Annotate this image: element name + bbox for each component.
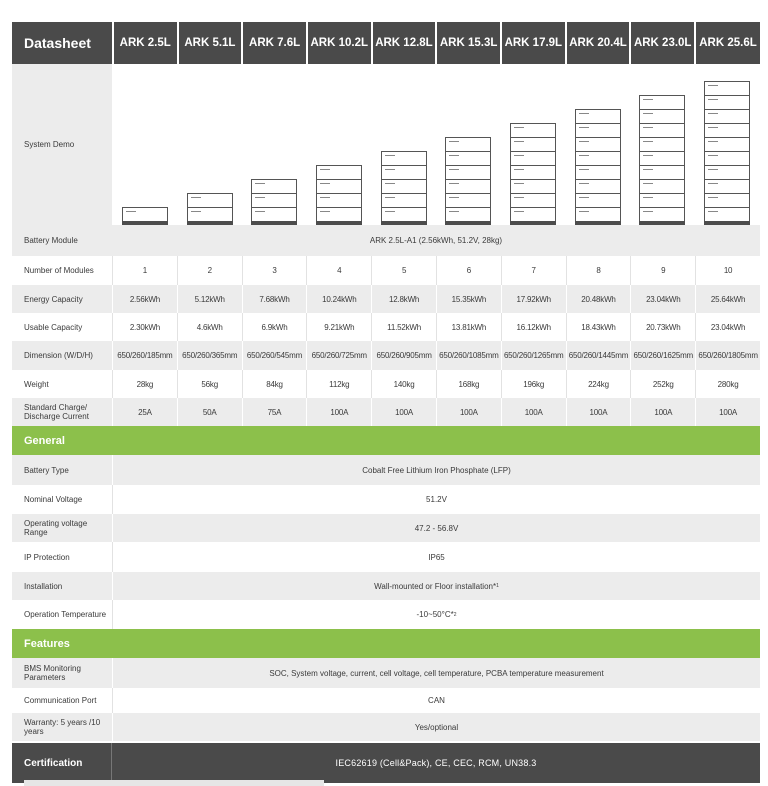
battery-module-block xyxy=(575,137,621,151)
spec-cell: 23.04kWh xyxy=(630,285,695,313)
battery-module-block xyxy=(704,193,750,207)
battery-module-block xyxy=(639,95,685,109)
spec-cell: 100A xyxy=(695,398,760,426)
spec-label: Weight xyxy=(24,379,49,389)
general-label: Nominal Voltage xyxy=(24,495,83,504)
general-value xyxy=(112,485,760,514)
battery-module-block xyxy=(639,193,685,207)
features-value xyxy=(112,658,760,688)
general-row xyxy=(12,514,760,542)
battery-module-block xyxy=(510,123,556,137)
spec-cell: 4.6kWh xyxy=(177,313,242,341)
spec-cell: 17.92kWh xyxy=(501,285,566,313)
spec-cell: 112kg xyxy=(306,370,371,398)
battery-module-block xyxy=(251,207,297,221)
spec-cell: 25.64kWh xyxy=(695,285,760,313)
spec-cell: 5.12kWh xyxy=(177,285,242,313)
certification-value: IEC62619 (Cell&Pack), CE, CEC, RCM, UN38.3 xyxy=(335,758,537,768)
spec-cell: 18.43kWh xyxy=(566,313,631,341)
system-demo-row xyxy=(12,64,760,225)
battery-module-block xyxy=(575,193,621,207)
spec-cell: 650/260/1625mm xyxy=(630,341,695,370)
certification-label: Certification xyxy=(12,743,112,783)
battery-module-block xyxy=(510,151,556,165)
battery-module-block xyxy=(445,137,491,151)
system-demo-illustrations xyxy=(112,64,760,225)
battery-module-block xyxy=(639,137,685,151)
model-header: ARK 23.0L xyxy=(631,22,694,64)
spec-cell: 50A xyxy=(177,398,242,426)
battery-module-block xyxy=(381,179,427,193)
battery-stack-illustration xyxy=(695,64,760,225)
spec-cell: 100A xyxy=(436,398,501,426)
spec-label: Dimension (W/D/H) xyxy=(24,351,93,360)
footnote-strip xyxy=(24,780,324,786)
battery-stack-illustration xyxy=(307,64,372,225)
general-value xyxy=(112,455,760,485)
battery-module-block xyxy=(316,193,362,207)
spec-row xyxy=(12,313,760,341)
general-row xyxy=(12,542,760,572)
features-value-text: CAN xyxy=(428,696,445,705)
spec-cell: 650/260/905mm xyxy=(371,341,436,370)
spec-row xyxy=(12,285,760,313)
general-value xyxy=(112,542,760,572)
battery-module-block xyxy=(704,137,750,151)
features-value xyxy=(112,713,760,741)
spec-label: Usable Capacity xyxy=(24,322,83,332)
features-value-text: SOC, System voltage, current, cell voltage, cell temperature, PCBA temperature measurement xyxy=(269,668,604,678)
spec-cell: 4 xyxy=(306,256,371,285)
spec-cell: 224kg xyxy=(566,370,631,398)
battery-module-block xyxy=(381,165,427,179)
battery-module-block xyxy=(639,165,685,179)
general-value xyxy=(112,600,760,629)
spec-cell: 650/260/1085mm xyxy=(436,341,501,370)
model-header: ARK 12.8L xyxy=(373,22,436,64)
spec-cell: 15.35kWh xyxy=(436,285,501,313)
spec-cell: 5 xyxy=(371,256,436,285)
spec-cell: 650/260/725mm xyxy=(306,341,371,370)
battery-module-block xyxy=(381,207,427,221)
battery-module-label: Battery Module xyxy=(24,236,78,245)
table-header xyxy=(12,22,760,64)
model-header: ARK 25.6L xyxy=(696,22,760,64)
spec-label: Number of Modules xyxy=(24,266,94,275)
spec-cell: 8 xyxy=(566,256,631,285)
spec-cell: 168kg xyxy=(436,370,501,398)
battery-module-block xyxy=(575,109,621,123)
battery-module-block xyxy=(122,207,168,221)
certification-row xyxy=(12,743,760,783)
footnote-marker: 2 xyxy=(453,611,457,618)
spec-cell: 100A xyxy=(501,398,566,426)
spec-cell: 23.04kWh xyxy=(695,313,760,341)
model-header: ARK 17.9L xyxy=(502,22,565,64)
battery-module-block xyxy=(704,207,750,221)
spec-cell: 7 xyxy=(501,256,566,285)
battery-module-block xyxy=(639,207,685,221)
general-value-text: IP65 xyxy=(428,552,445,562)
model-header: ARK 20.4L xyxy=(567,22,630,64)
general-row xyxy=(12,485,760,514)
battery-module-block xyxy=(316,207,362,221)
model-header: ARK 10.2L xyxy=(308,22,371,64)
general-value-text: -10~50°C* xyxy=(416,610,454,619)
spec-cell: 9.21kWh xyxy=(306,313,371,341)
battery-module-block xyxy=(445,151,491,165)
spec-cell: 280kg xyxy=(695,370,760,398)
general-section-title: General xyxy=(12,426,760,455)
spec-cell: 650/260/365mm xyxy=(177,341,242,370)
battery-module-block xyxy=(639,109,685,123)
features-rows xyxy=(12,658,760,741)
battery-module-block xyxy=(704,109,750,123)
battery-module-block xyxy=(251,193,297,207)
battery-module-block xyxy=(381,193,427,207)
datasheet-title: Datasheet xyxy=(12,22,112,64)
spec-cell: 12.8kWh xyxy=(371,285,436,313)
battery-module-block xyxy=(575,123,621,137)
battery-module-block xyxy=(510,207,556,221)
spec-cell: 2.56kWh xyxy=(112,285,177,313)
battery-module-block xyxy=(704,165,750,179)
battery-module-block xyxy=(445,165,491,179)
footnote-marker: 1 xyxy=(496,583,499,589)
spec-cell: 2 xyxy=(177,256,242,285)
battery-module-block xyxy=(510,165,556,179)
battery-module-block xyxy=(575,165,621,179)
battery-module-block xyxy=(704,95,750,109)
battery-stack-illustration xyxy=(113,64,178,225)
battery-stack-illustration xyxy=(242,64,307,225)
battery-module-block xyxy=(445,193,491,207)
battery-module-block xyxy=(187,207,233,221)
battery-module-value: ARK 2.5L-A1 (2.56kWh, 51.2V, 28kg) xyxy=(112,225,760,256)
spec-row xyxy=(12,398,760,426)
battery-module-block xyxy=(639,179,685,193)
general-value-text: 47.2 - 56.8V xyxy=(414,523,459,533)
spec-cell: 650/260/1445mm xyxy=(566,341,631,370)
general-value-text: Wall-mounted or Floor installation* xyxy=(374,581,497,591)
features-value xyxy=(112,688,760,713)
spec-cell: 10 xyxy=(695,256,760,285)
spec-cell: 25A xyxy=(112,398,177,426)
spec-cell: 6 xyxy=(436,256,501,285)
spec-cell: 6.9kWh xyxy=(242,313,307,341)
battery-module-block xyxy=(445,207,491,221)
spec-cell: 28kg xyxy=(112,370,177,398)
battery-module-block xyxy=(251,179,297,193)
battery-stack-illustration xyxy=(437,64,502,225)
spec-row xyxy=(12,256,760,285)
battery-module-block xyxy=(704,123,750,137)
features-label: Warranty: 5 years /10 years xyxy=(24,718,101,736)
model-header: ARK 7.6L xyxy=(243,22,306,64)
battery-stack-illustration xyxy=(178,64,243,225)
general-value-text: Cobalt Free Lithium Iron Phosphate (LFP) xyxy=(362,465,511,475)
spec-cell: 100A xyxy=(566,398,631,426)
spec-cell: 100A xyxy=(630,398,695,426)
battery-module-block xyxy=(316,179,362,193)
battery-module-block xyxy=(639,123,685,137)
battery-module-block xyxy=(575,151,621,165)
spec-label: Standard Charge/ Discharge Current xyxy=(24,403,89,421)
spec-cell: 196kg xyxy=(501,370,566,398)
spec-cell: 140kg xyxy=(371,370,436,398)
spec-row xyxy=(12,341,760,370)
battery-module-block xyxy=(316,165,362,179)
battery-module-block xyxy=(639,151,685,165)
spec-cell: 100A xyxy=(371,398,436,426)
general-value-text: 51.2V xyxy=(426,495,447,504)
battery-stack-illustration xyxy=(631,64,696,225)
general-label: Battery Type xyxy=(24,465,69,475)
features-label: Communication Port xyxy=(24,696,97,705)
battery-module-block xyxy=(704,151,750,165)
battery-stack-illustration xyxy=(501,64,566,225)
system-demo-label: System Demo xyxy=(24,140,75,149)
features-section-title: Features xyxy=(12,629,760,658)
spec-cell: 75A xyxy=(242,398,307,426)
spec-cell: 3 xyxy=(242,256,307,285)
datasheet-table xyxy=(12,22,760,783)
spec-label: Energy Capacity xyxy=(24,294,83,304)
battery-module-block xyxy=(381,151,427,165)
battery-module-row xyxy=(12,225,760,256)
spec-cell: 100A xyxy=(306,398,371,426)
spec-cell: 20.73kWh xyxy=(630,313,695,341)
spec-cell: 650/260/1265mm xyxy=(501,341,566,370)
battery-module-block xyxy=(704,81,750,95)
general-label: Installation xyxy=(24,581,63,591)
general-label: IP Protection xyxy=(24,552,70,562)
battery-module-block xyxy=(704,179,750,193)
spec-cell: 20.48kWh xyxy=(566,285,631,313)
general-value xyxy=(112,572,760,600)
features-value-text: Yes/optional xyxy=(414,722,459,732)
spec-cell: 56kg xyxy=(177,370,242,398)
model-header: ARK 2.5L xyxy=(114,22,177,64)
features-row xyxy=(12,658,760,688)
general-row xyxy=(12,572,760,600)
battery-stack-illustration xyxy=(372,64,437,225)
general-value xyxy=(112,514,760,542)
spec-cell: 252kg xyxy=(630,370,695,398)
battery-module-block xyxy=(510,137,556,151)
model-header: ARK 15.3L xyxy=(437,22,500,64)
spec-cell: 2.30kWh xyxy=(112,313,177,341)
general-label: Operating voltage Range xyxy=(24,519,88,537)
spec-cell: 650/260/185mm xyxy=(112,341,177,370)
spec-cell: 9 xyxy=(630,256,695,285)
general-row xyxy=(12,455,760,485)
battery-stack-illustration xyxy=(566,64,631,225)
spec-cell: 10.24kWh xyxy=(306,285,371,313)
battery-module-block xyxy=(445,179,491,193)
spec-cell: 650/260/545mm xyxy=(242,341,307,370)
features-row xyxy=(12,713,760,741)
spec-rows xyxy=(12,256,760,426)
features-label: BMS Monitoring Parameters xyxy=(24,664,81,682)
general-row xyxy=(12,600,760,629)
features-row xyxy=(12,688,760,713)
spec-cell: 16.12kWh xyxy=(501,313,566,341)
spec-cell: 13.81kWh xyxy=(436,313,501,341)
model-header: ARK 5.1L xyxy=(179,22,242,64)
battery-module-block xyxy=(510,179,556,193)
general-rows xyxy=(12,455,760,629)
battery-module-block xyxy=(510,193,556,207)
battery-module-block xyxy=(575,179,621,193)
battery-module-block xyxy=(187,193,233,207)
spec-cell: 7.68kWh xyxy=(242,285,307,313)
general-label: Operation Temperature xyxy=(24,610,107,619)
spec-cell: 11.52kWh xyxy=(371,313,436,341)
spec-row xyxy=(12,370,760,398)
spec-cell: 84kg xyxy=(242,370,307,398)
spec-cell: 650/260/1805mm xyxy=(695,341,760,370)
battery-module-block xyxy=(575,207,621,221)
spec-cell: 1 xyxy=(112,256,177,285)
